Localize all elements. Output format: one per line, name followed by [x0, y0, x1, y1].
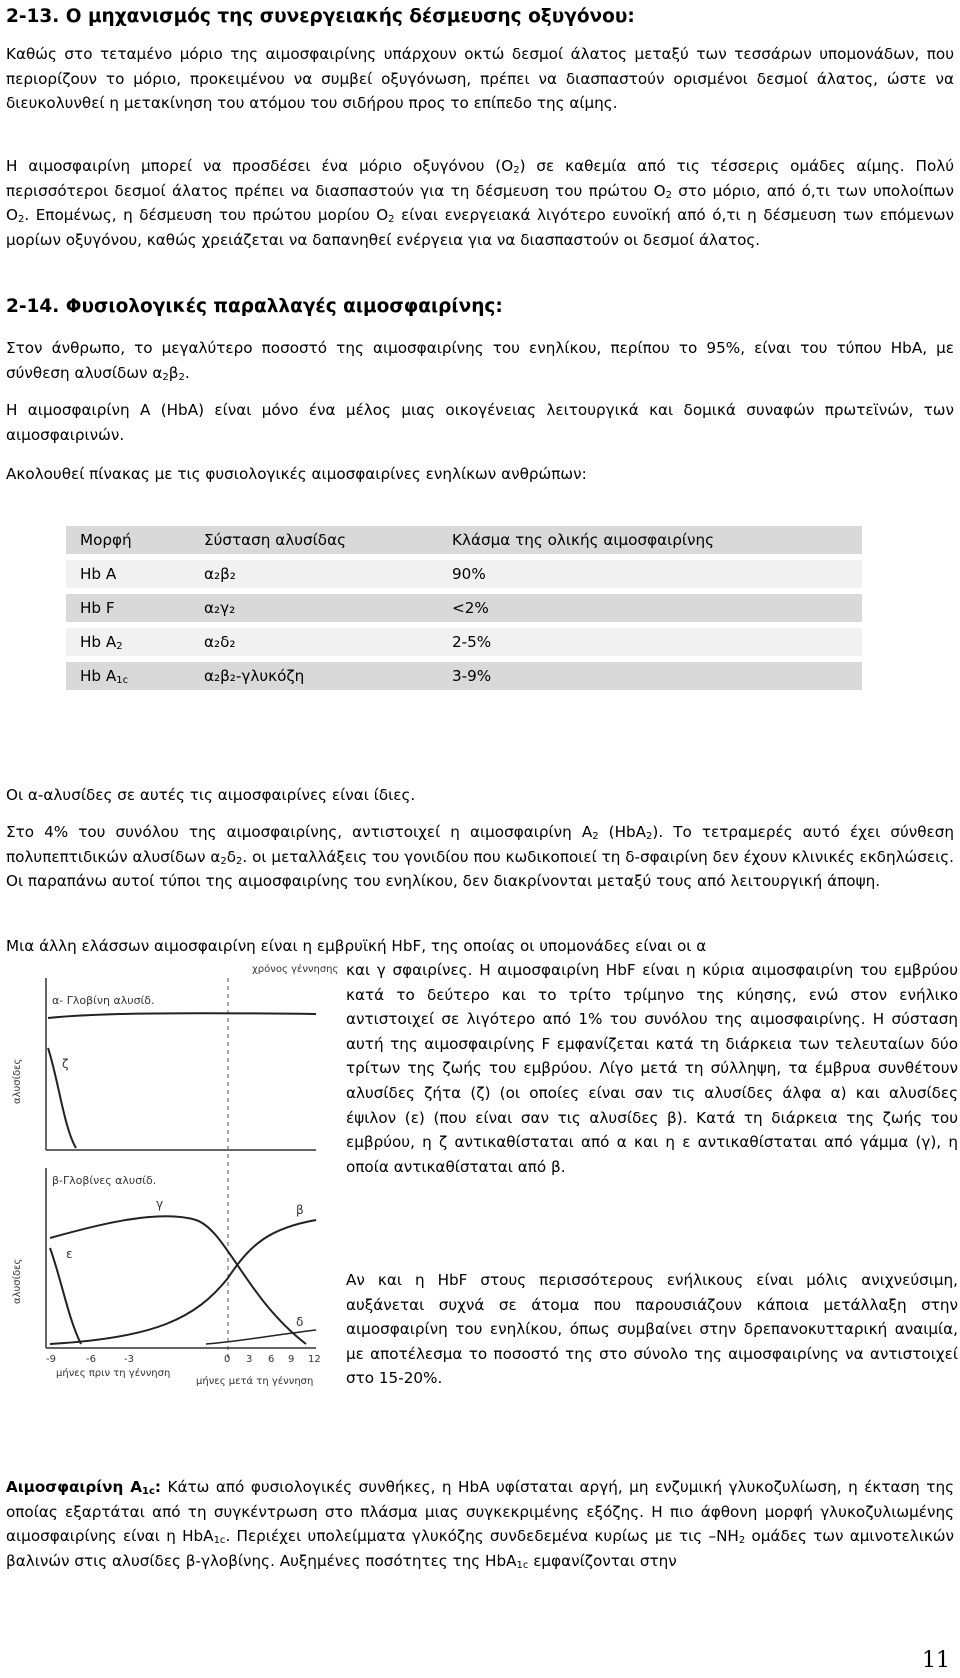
- globin-chains-figure: [6, 958, 338, 1386]
- figure-label-beta: β: [296, 1203, 304, 1217]
- table-cell-chain: α₂γ₂: [190, 594, 438, 622]
- section-heading-2-13: [6, 4, 954, 29]
- figure-tick: -6: [86, 1354, 96, 1365]
- table-row: [66, 628, 862, 656]
- table-cell-fraction: 2-5%: [438, 628, 862, 656]
- figure-label-gamma: γ: [156, 1197, 164, 1211]
- table-cell-fraction: 90%: [438, 560, 862, 588]
- table-header-cell: Σύσταση αλυσίδας: [190, 526, 438, 554]
- table-cell-form: Hb F: [66, 594, 190, 622]
- table-cell-fraction: <2%: [438, 594, 862, 622]
- hba1c-label: Αιμοσφαιρίνη $A_{1c}$:: [6, 1478, 161, 1497]
- figure-tick: 12: [308, 1354, 321, 1365]
- section-number: 2-14.: [6, 296, 60, 317]
- paragraph-hbf: και γ σφαιρίνες. Η αιμοσφαιρίνη HbF είναι η κύρια αιμοσφαιρίνη του εμβρύου κατά το δεύτερο και το τρίτο τρίμηνο της κύησης, ενώ στον ενήλικο αντιστοιχεί σε λιγότερο από 1% του συνόλου της αιμοσφαιρίνης. Η σύσταση αυτή της αιμοσφαιρίνης F εμφανίζεται κατά τη διάρκεια των τελευταίων δύο τρίτων της ζωής του εμβρύου. Λίγο μετά τη σύλληψη, τα έμβρυα συνθέτουν αλυσίδες ζήτα (ζ) (οι οποίες είναι σαν τις αλυσίδες άλφα α) και αλυσίδες έψιλον (ε) (που είναι σαν τις αλυσίδες β). Κατά τη διάρκεια της ζωής του εμβρύου, η ζ αντικαθίσταται από α και η ε αντικαθίσταται από γάμμα (γ), η οποία αντικαθίσταται από β.: [346, 961, 958, 1176]
- table-cell-chain: α₂β₂: [190, 560, 438, 588]
- paragraph: Στον άνθρωπο, το μεγαλύτερο ποσοστό της αιμοσφαιρίνης του ενηλίκου, περίπου το 95%, είναι του τύπου HbA, με σύνθεση αλυσίδων $\alpha_2\beta_2$.: [6, 339, 954, 383]
- figure-tick: -9: [46, 1354, 56, 1365]
- table-cell-form: Hb $A_{1c}$: [66, 662, 190, 690]
- paragraph: Η αιμοσφαιρίνη Α (HbA) είναι μόνο ένα μέλος μιας οικογένειας λειτουργικά και δομικά συναφών πρωτεϊνών, των αιμοσφαιρινών.: [6, 401, 954, 444]
- paragraph: Ακολουθεί πίνακας με τις φυσιολογικές αιμοσφαιρίνες ενηλίκων ανθρώπων:: [6, 465, 587, 483]
- table-header-cell: Μορφή: [66, 526, 190, 554]
- figure-tick: 9: [288, 1354, 295, 1365]
- paragraph-hbf-adults: Αν και η HbF στους περισσότερους ενήλικους είναι μόλις ανιχνεύσιμη, αυξάνεται συχνά σε άτομα που παρουσιάζουν κάποια μετάλλαξη στην αιμοσφαιρίνη του ενηλίκου, όπως συμβαίνει στην δρεπανοκυτταρική αναιμία, με αποτέλεσμα το ποσοστό της στο σύνολο της αιμοσφαιρίνης να αντιστοιχεί στο 15-20%.: [346, 1271, 958, 1388]
- figure-label-y-top: αλυσίδες: [12, 1058, 23, 1104]
- table-cell-form: Hb A: [66, 560, 190, 588]
- paragraph: Στο 4% του συνόλου της αιμοσφαιρίνης, αντιστοιχεί η αιμοσφαιρίνη $A_2$ (HbA$_2$). Το τετραμερές αυτό έχει σύνθεση πολυπεπτιδικών αλυσίδων $\alpha_2\delta_2$. οι μεταλλάξεις του γονιδίου που κωδικοποιεί τη δ-σφαιρίνη δεν έχουν κλινικές εκδηλώσεις. Οι παραπάνω αυτοί τύποι της αιμοσφαιρίνης του ενηλίκου, δεν διακρίνονται μεταξύ τους από λειτουργική άποψη.: [6, 823, 954, 891]
- table-header-row: [66, 526, 862, 554]
- section-title: Φυσιολογικές παραλλαγές αιμοσφαιρίνης:: [65, 296, 503, 317]
- table-cell-chain: α₂δ₂: [190, 628, 438, 656]
- table-cell-form: Hb $A_2$: [66, 628, 190, 656]
- figure-label-alpha: α- Γλοβίνη αλυσίδ.: [52, 994, 155, 1007]
- table-row: [66, 662, 862, 690]
- figure-label-top: χρόνος γέννησης: [252, 964, 338, 975]
- figure-tick: 3: [246, 1354, 253, 1365]
- figure-tick: 6: [268, 1354, 275, 1365]
- paragraph-hba1c: Αιμοσφαιρίνη $A_{1c}$: Κάτω από φυσιολογικές συνθήκες, η HbA υφίσταται αργή, μη ενζυμική γλυκοζυλίωση, η έκταση της οποίας εξαρτάται από τη συγκέντρωση στο πλάσμα μιας συγκεκριμένης εξόζης. Η πιο άφθονη μορφή γλυκοζυλιωμένης αιμοσφαιρίνης είναι η HbA$_{1c}$. Περιέχει υπολείμματα γλυκόζης συνδεδεμένα κυρίως με τις $-NH_2$ ομάδες των αμινοτελικών βαλινών στις αλυσίδες β-γλοβίνης. Αυξημένες ποσότητες της HbA$_{1c}$ εμφανίζονται στην: [6, 1478, 954, 1571]
- table-row: [66, 594, 862, 622]
- paragraph: Μια άλλη ελάσσων αιμοσφαιρίνη είναι η εμβρυϊκή HbF, της οποίας οι υπομονάδες είναι οι α: [6, 937, 707, 955]
- figure-tick: -3: [124, 1354, 134, 1365]
- figure-label-delta: δ: [296, 1315, 304, 1329]
- hemoglobin-table-wrapper: [6, 520, 862, 696]
- hemoglobin-table: [66, 520, 862, 696]
- table-header-cell: Κλάσμα της ολικής αιμοσφαιρίνης: [438, 526, 862, 554]
- section-heading-2-14: [6, 294, 954, 319]
- table-cell-chain: α₂β₂-γλυκόζη: [190, 662, 438, 690]
- figure-label-x2: μήνες μετά τη γέννηση: [196, 1376, 314, 1386]
- page-number: 11: [922, 1648, 950, 1673]
- figure-label-x: μήνες πριν τη γέννηση: [56, 1368, 171, 1379]
- section-number: 2-13.: [6, 6, 60, 27]
- table-row: [66, 560, 862, 588]
- figure-label-zeta: ζ: [62, 1057, 69, 1071]
- paragraph: Καθώς στο τεταμένο μόριο της αιμοσφαιρίνης υπάρχουν οκτώ δεσμοί άλατος μεταξύ των τεσσάρων υπομονάδων, που περιορίζουν το μόριο, προκειμένου να συμβεί οξυγόνωση, πρέπει να διασπαστούν ορισμένοι δεσμοί άλατος, ώστε να διευκολυνθεί η μετακίνηση του ατόμου του σιδήρου προς το επίπεδο της αίμης.: [6, 45, 954, 113]
- figure-label-epsilon: ε: [66, 1247, 73, 1261]
- figure-label-y-bottom: αλυσίδες: [12, 1258, 23, 1304]
- paragraph: Η αιμοσφαιρίνη μπορεί να προσδέσει ένα μόριο οξυγόνου $(O_2)$ σε καθεμία από τις τέσσερις ομάδες αίμης. Πολύ περισσότεροι δεσμοί άλατος πρέπει να διασπαστούν για τη δέσμευση του πρώτου $O_2$ στο μόριο, από ό,τι των υπολοίπων $O_2$. Επομένως, η δέσμευση του πρώτου μορίου $O_2$ είναι ενεργειακά λιγότερο ευνοϊκή από ό,τι η δέσμευση των επόμενων μορίων οξυγόνου, καθώς χρειάζεται να δαπανηθεί ενέργεια για να διασπαστούν οι δεσμοί άλατος.: [6, 157, 955, 249]
- table-cell-fraction: 3-9%: [438, 662, 862, 690]
- paragraph: Οι α-αλυσίδες σε αυτές τις αιμοσφαιρίνες είναι ίδιες.: [6, 786, 416, 804]
- section-title: Ο μηχανισμός της συνεργειακής δέσμευσης οξυγόνου:: [65, 6, 635, 27]
- figure-tick: 0: [224, 1354, 231, 1365]
- figure-label-beta-family: β-Γλοβίνες αλυσίδ.: [52, 1174, 157, 1187]
